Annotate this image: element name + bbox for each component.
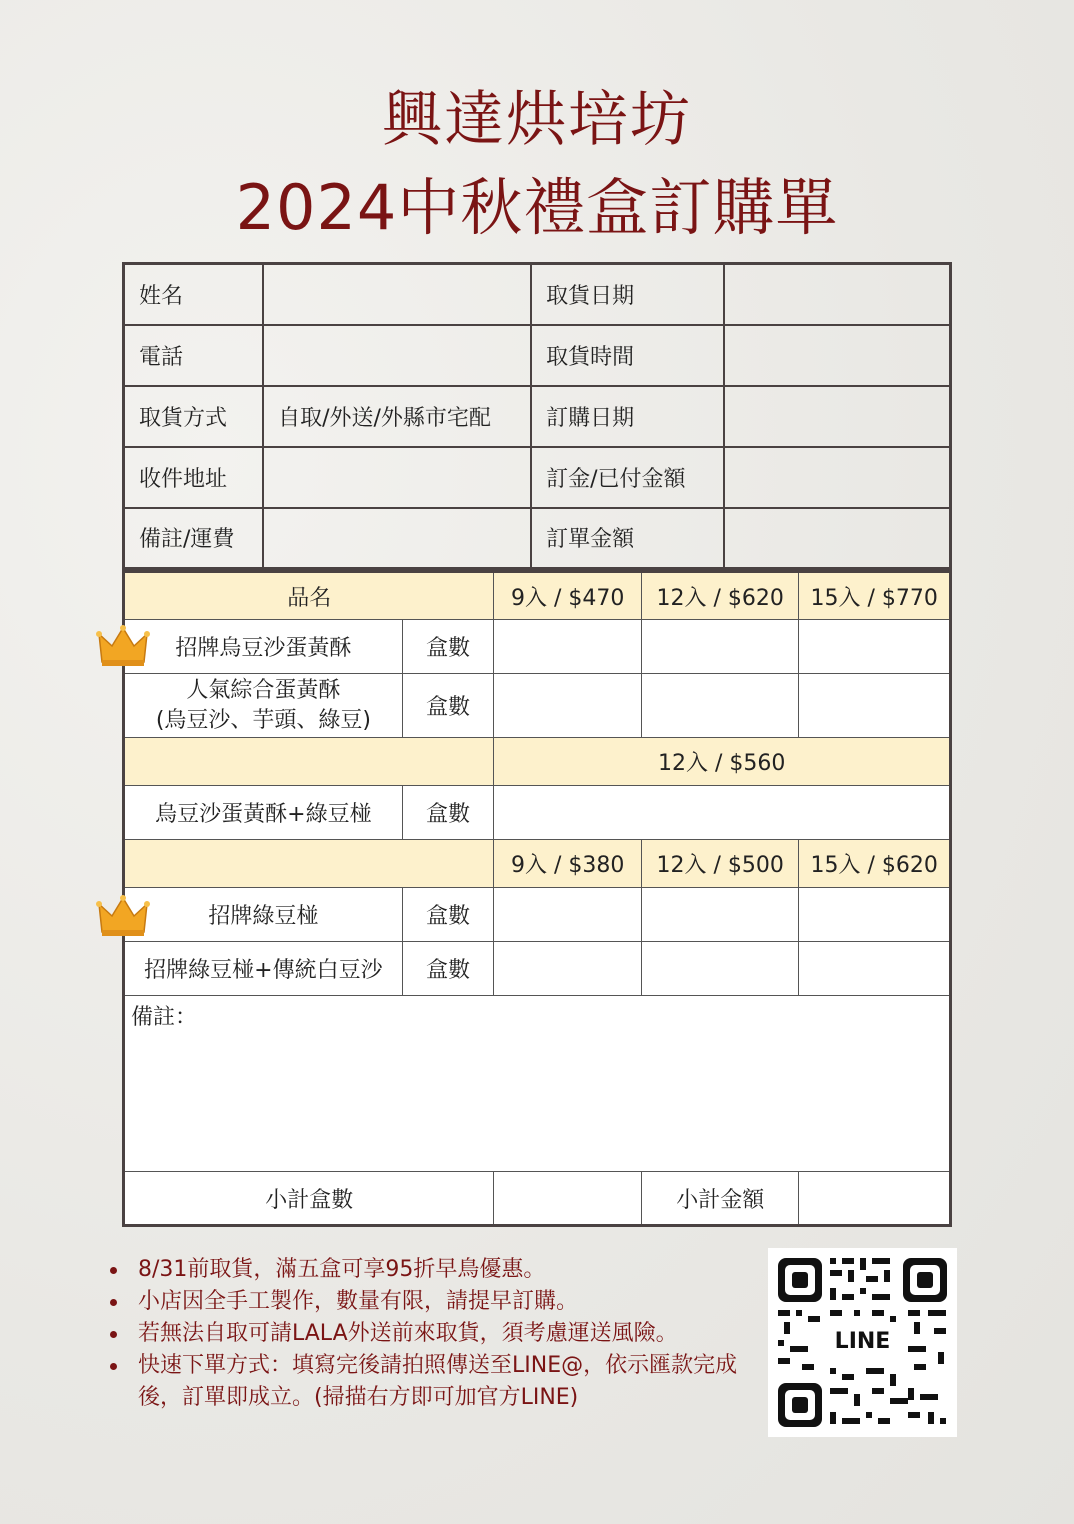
- bakery-name: 興達烘培坊: [382, 85, 692, 155]
- empty-header: [124, 738, 494, 786]
- quantity-cell[interactable]: [494, 786, 951, 840]
- customer-info-table: [122, 262, 952, 570]
- quantity-cell[interactable]: [494, 674, 642, 738]
- price-header: 15入 / $770: [799, 572, 951, 620]
- info-label: 訂金/已付金額: [531, 447, 724, 508]
- unit-label: 盒數: [402, 942, 494, 996]
- pickup-method-field[interactable]: 自取/外送/外縣市宅配: [263, 386, 531, 447]
- info-label: 收件地址: [124, 447, 264, 508]
- notes-label: 備註：: [131, 1005, 198, 1030]
- product-name: 烏豆沙蛋黃酥+綠豆椪: [124, 786, 403, 840]
- product-name: 招牌烏豆沙蛋黃酥: [124, 620, 403, 674]
- phone-field[interactable]: [263, 325, 531, 386]
- quantity-cell[interactable]: [799, 620, 951, 674]
- address-field[interactable]: [263, 447, 531, 508]
- list-item: 若無法自取可請LALA外送前來取貨，須考慮運送風險。: [108, 1318, 768, 1350]
- subtotal-boxes-field[interactable]: [494, 1172, 642, 1226]
- subtotal-amount-field[interactable]: [799, 1172, 951, 1226]
- info-label: 取貨方式: [124, 386, 264, 447]
- list-item: 小店因全手工製作，數量有限，請提早訂購。: [108, 1286, 768, 1318]
- pickup-date-field[interactable]: [724, 264, 950, 325]
- unit-label: 盒數: [402, 786, 494, 840]
- info-label: 訂單金額: [531, 508, 724, 569]
- quantity-cell[interactable]: [494, 888, 642, 942]
- product-name: [124, 674, 403, 738]
- notes-row: [124, 996, 951, 1172]
- form-title: 2024中秋禮盒訂購單: [235, 171, 839, 244]
- table-row: [124, 888, 951, 942]
- quantity-cell[interactable]: [641, 888, 798, 942]
- price-header: 12入 / $500: [641, 840, 798, 888]
- price-header: 15入 / $620: [799, 840, 951, 888]
- empty-header: [124, 840, 494, 888]
- unit-label: 盒數: [402, 674, 494, 738]
- subtotal-row: [124, 1172, 951, 1226]
- info-label: 取貨日期: [531, 264, 724, 325]
- notes-field[interactable]: [124, 996, 951, 1172]
- crown-icon: [96, 894, 150, 938]
- quantity-cell[interactable]: [799, 888, 951, 942]
- info-row: [124, 325, 951, 386]
- product-name-line: (烏豆沙、芋頭、綠豆): [155, 707, 371, 733]
- table-row: [124, 620, 951, 674]
- price-header-row: [124, 572, 951, 620]
- quantity-cell[interactable]: [494, 620, 642, 674]
- info-label: 姓名: [124, 264, 264, 325]
- info-row: [124, 264, 951, 325]
- subtotal-boxes-label: 小計盒數: [124, 1172, 494, 1226]
- info-label: 訂購日期: [531, 386, 724, 447]
- product-name: 招牌綠豆椪+傳統白豆沙: [124, 942, 403, 996]
- product-name: 招牌綠豆椪: [124, 888, 403, 942]
- price-header-row: [124, 738, 951, 786]
- price-header: 12入 / $560: [494, 738, 951, 786]
- order-table: [122, 570, 952, 1227]
- pickup-time-field[interactable]: [724, 325, 950, 386]
- info-label: 備註/運費: [124, 508, 264, 569]
- remarks-shipping-field[interactable]: [263, 508, 531, 569]
- quantity-cell[interactable]: [641, 942, 798, 996]
- info-row: [124, 508, 951, 569]
- product-name-line: 人氣綜合蛋黃酥: [186, 677, 341, 703]
- order-amount-field[interactable]: [724, 508, 950, 569]
- name-field[interactable]: [263, 264, 531, 325]
- line-qr-code[interactable]: [768, 1248, 957, 1437]
- list-item: 快速下單方式：填寫完後請拍照傳送至LINE@，依示匯款完成後，訂單即成立。(掃描右方即可加官方LINE): [108, 1350, 768, 1414]
- info-row: [124, 447, 951, 508]
- price-header-row: [124, 840, 951, 888]
- info-label: 取貨時間: [531, 325, 724, 386]
- list-item: 8/31前取貨，滿五盒可享95折早鳥優惠。: [108, 1254, 768, 1286]
- order-date-field[interactable]: [724, 386, 950, 447]
- quantity-cell[interactable]: [494, 942, 642, 996]
- price-header: 9入 / $380: [494, 840, 642, 888]
- quantity-cell[interactable]: [799, 942, 951, 996]
- table-row: [124, 786, 951, 840]
- info-row: [124, 386, 951, 447]
- terms-list: [108, 1254, 768, 1414]
- quantity-cell[interactable]: [641, 674, 798, 738]
- price-header: 12入 / $620: [641, 572, 798, 620]
- quantity-cell[interactable]: [641, 620, 798, 674]
- unit-label: 盒數: [402, 888, 494, 942]
- qr-line-label: LINE: [826, 1326, 899, 1358]
- crown-icon: [96, 624, 150, 668]
- deposit-field[interactable]: [724, 447, 950, 508]
- table-row: [124, 674, 951, 738]
- unit-label: 盒數: [402, 620, 494, 674]
- quantity-cell[interactable]: [799, 674, 951, 738]
- info-label: 電話: [124, 325, 264, 386]
- table-row: [124, 942, 951, 996]
- subtotal-amount-label: 小計金額: [641, 1172, 798, 1226]
- price-header: 9入 / $470: [494, 572, 642, 620]
- product-name-header: 品名: [124, 572, 494, 620]
